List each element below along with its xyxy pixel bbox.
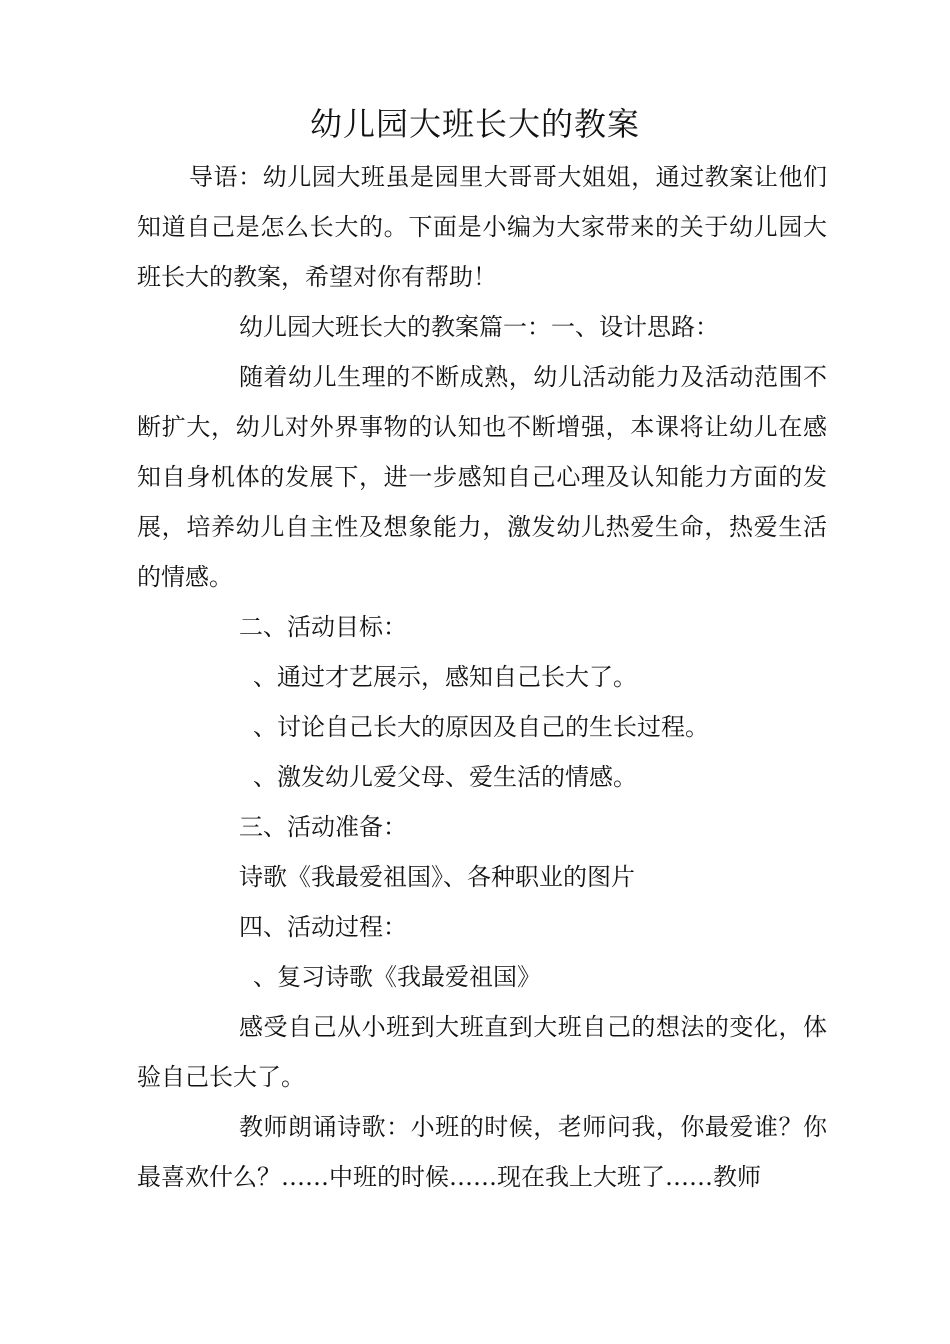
- paragraph-intro: 导语：幼儿园大班虽是园里大哥哥大姐姐，通过教案让他们知道自己是怎么长大的。下面是小编为大家带来的关于幼儿园大班长大的教案，希望对你有帮助！: [137, 163, 827, 291]
- document-title: 幼儿园大班长大的教案: [309, 105, 640, 143]
- paragraph-process-step-1: 、复习诗歌《我最爱祖国》: [253, 963, 541, 991]
- paragraph-teacher-recite: 教师朗诵诗歌：小班的时候，老师问我，你最爱谁？你最喜欢什么？……中班的时候……现在我上大班了……教师: [137, 1113, 827, 1191]
- paragraph-goals-heading: 二、活动目标：: [239, 613, 407, 641]
- paragraph-design-idea: 随着幼儿生理的不断成熟，幼儿活动能力及活动范围不断扩大，幼儿对外界事物的认知也不断增强，本课将让幼儿在感知自身机体的发展下，进一步感知自己心理及认知能力方面的发展，培养幼儿自主性及想象能力，激发幼儿热爱生命，热爱生活的情感。: [137, 363, 827, 591]
- document-body: [137, 152, 827, 1202]
- paragraph-prep-materials: 诗歌《我最爱祖国》、各种职业的图片: [239, 863, 635, 891]
- paragraph-goal-2: 、讨论自己长大的原因及自己的生长过程。: [253, 713, 709, 741]
- paragraph-prep-heading: 三、活动准备：: [239, 813, 407, 841]
- paragraph-goal-1: 、通过才艺展示，感知自己长大了。: [253, 663, 637, 691]
- paragraph-process-heading: 四、活动过程：: [239, 913, 407, 941]
- paragraph-section-heading: 幼儿园大班长大的教案篇一：一、设计思路：: [239, 313, 719, 341]
- paragraph-goal-3: 、激发幼儿爱父母、爱生活的情感。: [253, 763, 637, 791]
- paragraph-process-feel: 感受自己从小班到大班直到大班自己的想法的变化，体验自己长大了。: [137, 1013, 827, 1091]
